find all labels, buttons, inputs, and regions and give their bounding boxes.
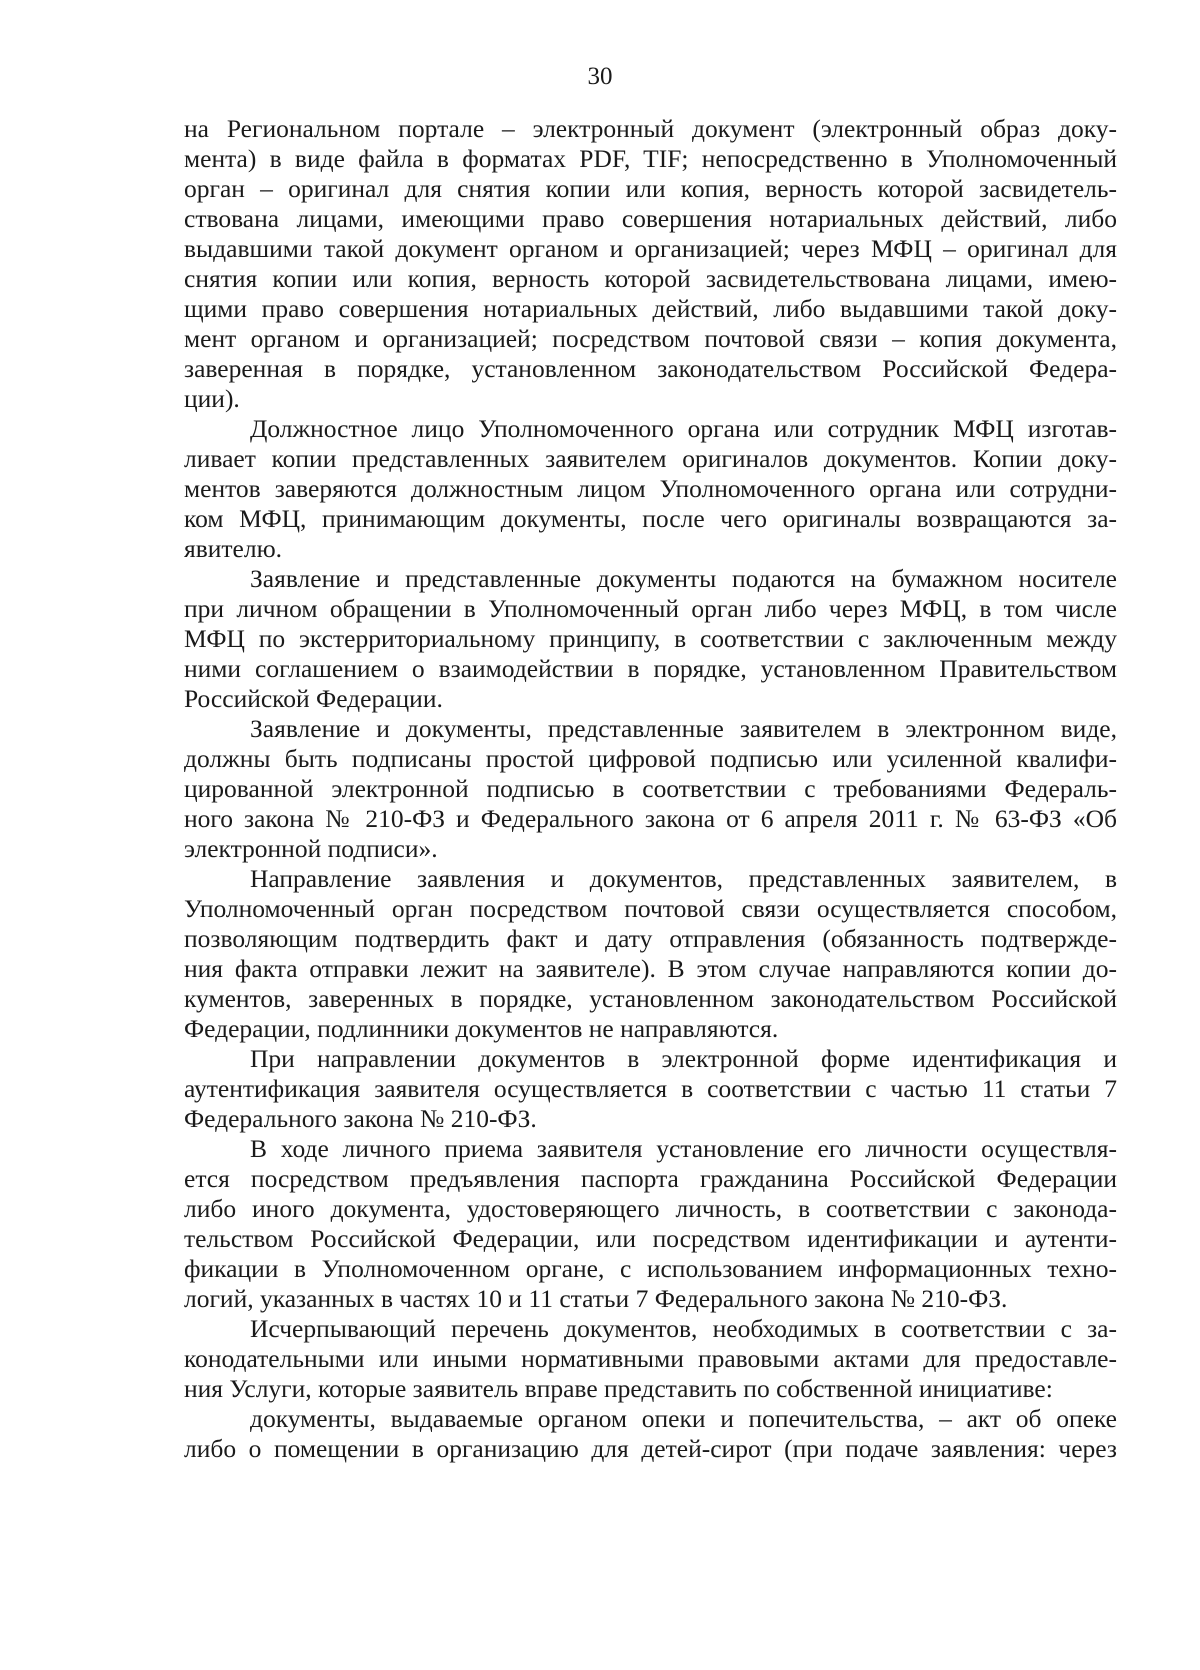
text-line: Должностное лицо Уполномоченного органа или сотрудник МФЦ изготав- (250, 414, 1117, 443)
text-line: Заявление и представленные документы подаются на бумажном носителе (250, 564, 1117, 593)
text-line: на Региональном портале – электронный документ (электронный образ доку- (184, 114, 1117, 143)
text-line: логий, указанных в частях 10 и 11 статьи 7 Федерального закона № 210-ФЗ. (184, 1284, 1008, 1313)
text-line: фикации в Уполномоченном органе, с использованием информационных техно- (184, 1254, 1117, 1283)
text-line: должны быть подписаны простой цифровой подписью или усиленной квалифи- (184, 744, 1117, 773)
text-line: документы, выдаваемые органом опеки и попечительства, – акт об опеке (250, 1404, 1117, 1433)
text-line: кументов, заверенных в порядке, установленном законодательством Российской (184, 984, 1117, 1013)
text-line: мент органом и организацией; посредством почтовой связи – копия документа, (184, 324, 1117, 353)
text-line: Федерации, подлинники документов не направляются. (184, 1014, 779, 1043)
text-line: Заявление и документы, представленные заявителем в электронном виде, (250, 714, 1117, 743)
text-line: Уполномоченный орган посредством почтовой связи осуществляется способом, (184, 894, 1117, 923)
text-line: либо о помещении в организацию для детей-сирот (при подаче заявления: через (184, 1434, 1117, 1463)
text-line: ментов заверяются должностным лицом Уполномоченного органа или сотрудни- (184, 474, 1117, 503)
text-line: ком МФЦ, принимающим документы, после чего оригиналы возвращаются за- (184, 504, 1117, 533)
text-line: аутентификация заявителя осуществляется в соответствии с частью 11 статьи 7 (184, 1074, 1117, 1103)
text-line: МФЦ по экстерриториальному принципу, в соответствии с заключенным между (184, 624, 1117, 653)
document-body (184, 114, 1117, 1464)
text-line: позволяющим подтвердить факт и дату отправления (обязанность подтвержде- (184, 924, 1117, 953)
text-line: тельством Российской Федерации, или посредством идентификации и аутенти- (184, 1224, 1117, 1253)
text-line: орган – оригинал для снятия копии или копия, верность которой засвидетель- (184, 174, 1117, 203)
text-line: Исчерпывающий перечень документов, необходимых в соответствии с за- (250, 1314, 1117, 1343)
text-line: щими право совершения нотариальных действий, либо выдавшими такой доку- (184, 294, 1117, 323)
text-line: ния Услуги, которые заявитель вправе представить по собственной инициативе: (184, 1374, 1053, 1403)
text-line: ливает копии представленных заявителем оригиналов документов. Копии доку- (184, 444, 1117, 473)
text-line: ствована лицами, имеющими право совершения нотариальных действий, либо (184, 204, 1117, 233)
text-line: выдавшими такой документ органом и организацией; через МФЦ – оригинал для (184, 234, 1117, 263)
text-line: При направлении документов в электронной форме идентификация и (250, 1044, 1117, 1073)
text-line: цированной электронной подписью в соответствии с требованиями Федераль- (184, 774, 1117, 803)
text-line: ними соглашением о взаимодействии в порядке, установленном Правительством (184, 654, 1117, 683)
text-line: заверенная в порядке, установленном законодательством Российской Федера- (184, 354, 1117, 383)
text-line: ния факта отправки лежит на заявителе). В этом случае направляются копии до- (184, 954, 1117, 983)
text-line: ется посредством предъявления паспорта гражданина Российской Федерации (184, 1164, 1117, 1193)
text-line: при личном обращении в Уполномоченный орган либо через МФЦ, в том числе (184, 594, 1117, 623)
text-line: электронной подписи». (184, 834, 438, 863)
text-line: ции). (184, 384, 240, 413)
text-line: конодательными или иными нормативными правовыми актами для предоставле- (184, 1344, 1117, 1373)
text-line: либо иного документа, удостоверяющего личность, в соответствии с законода- (184, 1194, 1117, 1223)
text-line: Направление заявления и документов, представленных заявителем, в (250, 864, 1117, 893)
text-line: снятия копии или копия, верность которой засвидетельствована лицами, имею- (184, 264, 1117, 293)
text-line: Российской Федерации. (184, 684, 443, 713)
text-line: явителю. (184, 534, 283, 563)
page-number: 30 (587, 63, 613, 90)
text-line: мента) в виде файла в форматах PDF, TIF; непосредственно в Уполномоченный (184, 144, 1117, 173)
text-line: Федерального закона № 210-ФЗ. (184, 1104, 537, 1133)
text-line: В ходе личного приема заявителя установление его личности осуществля- (250, 1134, 1117, 1163)
text-line: ного закона № 210-ФЗ и Федерального закона от 6 апреля 2011 г. № 63-ФЗ «Об (184, 804, 1117, 833)
